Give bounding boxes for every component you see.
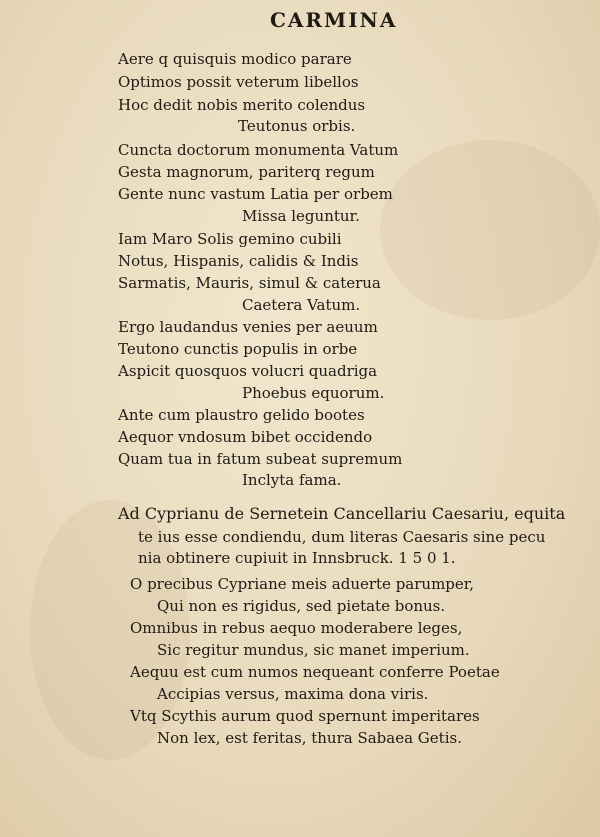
- poem-line: Caetera Vatum.: [242, 296, 361, 314]
- poem-line: Ante cum plaustro gelido bootes: [118, 406, 365, 424]
- poem-line: Non lex, est feritas, thura Sabaea Getis.: [157, 729, 462, 747]
- poem-line: Hoc dedit nobis merito colendus: [118, 96, 366, 114]
- paper-stain: [380, 140, 600, 320]
- page-header: CARMINA: [270, 8, 398, 32]
- poem-line: Notus, Hispanis, calidis & Indis: [118, 252, 359, 270]
- poem-line: Missa leguntur.: [242, 207, 360, 225]
- poem-line: Aequor vndosum bibet occidendo: [118, 428, 373, 446]
- heading-line: nia obtinere cupiuit in Innsbruck. 1 5 0 1.: [138, 549, 456, 567]
- poem-line: Ergo laudandus venies per aeuum: [118, 318, 378, 336]
- poem-line: Aere q quisquis modico parare: [118, 50, 352, 68]
- poem-line: Optimos possit veterum libellos: [118, 73, 359, 91]
- poem-line: Inclyta fama.: [242, 471, 342, 489]
- poem-line: Aspicit quosquos volucri quadriga: [118, 362, 378, 380]
- poem-line: O precibus Cypriane meis aduerte parumper,: [130, 575, 475, 593]
- poem-line: Sic regitur mundus, sic manet imperium.: [157, 641, 470, 659]
- poem-line: Gente nunc vastum Latia per orbem: [118, 185, 393, 203]
- poem-line: Accipias versus, maxima dona viris.: [157, 685, 429, 703]
- poem-line: Teutono cunctis populis in orbe: [118, 340, 358, 358]
- poem-line: Cuncta doctorum monumenta Vatum: [118, 141, 399, 159]
- heading-line: Ad Cyprianu de Sernetein Cancellariu Caesariu, equita: [118, 504, 566, 523]
- poem-line: Gesta magnorum, pariterq regum: [118, 163, 375, 181]
- poem-line: Sarmatis, Mauris, simul & caterua: [118, 274, 381, 292]
- poem-line: Qui non es rigidus, sed pietate bonus.: [157, 597, 446, 615]
- poem-line: Teutonus orbis.: [238, 117, 356, 135]
- heading-line: te ius esse condiendu, dum literas Caesaris sine pecu: [138, 528, 546, 546]
- poem-line: Iam Maro Solis gemino cubili: [118, 230, 342, 248]
- poem-line: Vtq Scythis aurum quod spernunt imperitares: [130, 707, 480, 725]
- poem-line: Omnibus in rebus aequo moderabere leges,: [130, 619, 463, 637]
- poem-line: Phoebus equorum.: [242, 384, 385, 402]
- poem-line: Aequu est cum numos nequeant conferre Poetae: [130, 663, 500, 681]
- poem-line: Quam tua in fatum subeat supremum: [118, 450, 403, 468]
